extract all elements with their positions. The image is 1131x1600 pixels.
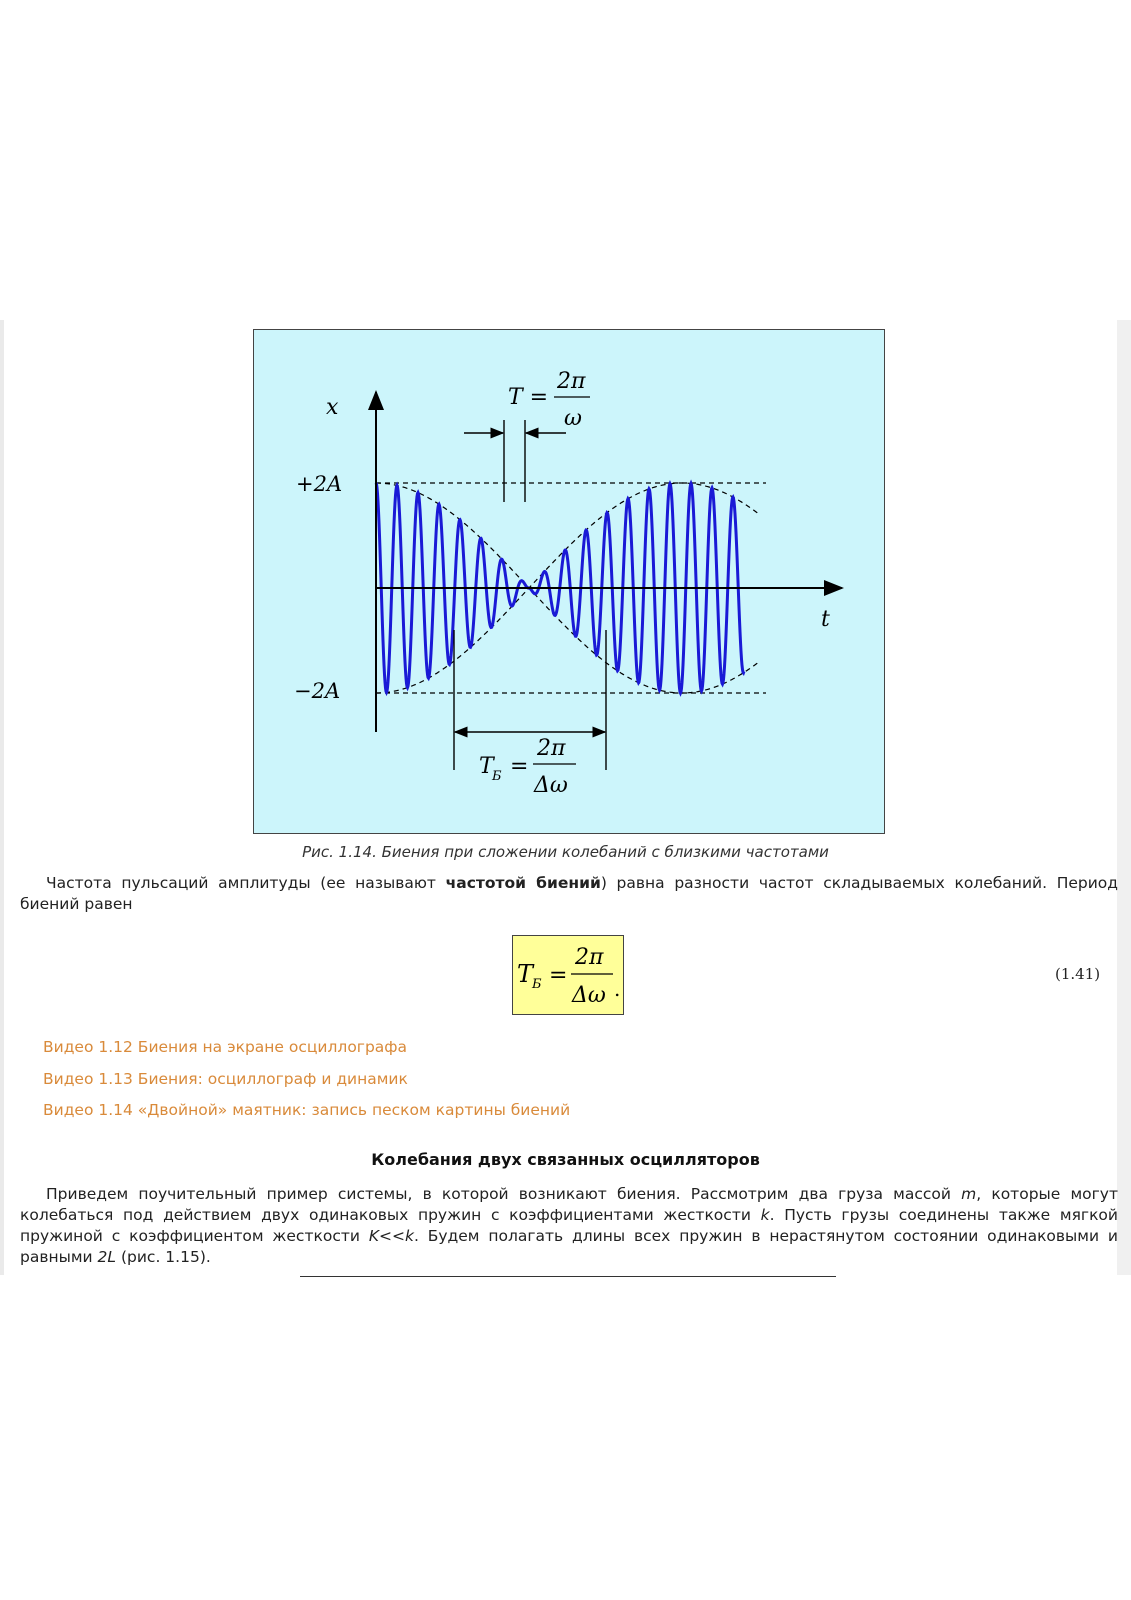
paragraph-beat-frequency <box>20 873 1118 915</box>
beat-period-formula-box <box>512 935 624 1015</box>
para1-text-after: ) равна разности частот складываемых колебаний. Период биений равен <box>20 874 1119 913</box>
para1-text-before: Частота пульсаций амплитуды (ее называют <box>46 874 446 892</box>
formula-lhs: T <box>517 960 534 988</box>
equation-number: (1.41) <box>1055 965 1101 983</box>
para1-bold-term: частотой биений <box>445 874 601 892</box>
x-axis-label: x <box>326 395 339 420</box>
beat-period-equals: = <box>510 754 529 779</box>
period-t-numerator: 2π <box>557 369 586 394</box>
period-t-denominator: ω <box>564 406 582 431</box>
figure-caption: Рис. 1.14. Биения при сложении колебаний с близкими частотами <box>302 843 829 861</box>
beat-period-formula <box>513 936 623 1014</box>
para2-stiffness-symbol: k <box>760 1206 770 1224</box>
minus-2a-label: −2A <box>294 679 341 703</box>
page-left-edge <box>0 320 4 1275</box>
beats-diagram <box>254 330 884 833</box>
para2-length-symbol: 2L <box>97 1248 117 1266</box>
beat-period-denominator: Δω <box>534 773 568 798</box>
para2-text-3: . Пусть грузы соединены также мягкой пружиной с коэффициентом жесткости <box>20 1206 1118 1245</box>
para2-mass-symbol: m <box>961 1185 977 1203</box>
para2-text-5: (рис. 1.15). <box>116 1248 211 1266</box>
section-title: Колебания двух связанных осцилляторов <box>371 1150 760 1169</box>
video-link-1-14[interactable]: Видео 1.14 «Двойной» маятник: запись песком картины биений <box>43 1101 571 1119</box>
footnote-separator <box>300 1276 836 1277</box>
formula-subscript: Б <box>532 977 542 992</box>
formula-numerator: 2π <box>575 945 604 970</box>
beat-period-numerator: 2π <box>537 736 566 761</box>
period-t-lhs: T = <box>508 385 549 410</box>
para2-soft-spring-symbol: K<<k <box>368 1227 414 1245</box>
para2-text-2: , которые могут колебаться под действием двух одинаковых пружин с коэффициентами жесткости <box>20 1185 1118 1224</box>
video-link-1-13[interactable]: Видео 1.13 Биения: осциллограф и динамик <box>43 1070 408 1088</box>
formula-equals: = <box>549 963 568 988</box>
formula-period: . <box>614 977 621 1001</box>
para2-text-4: . Будем полагать длины всех пружин в нерастянутом состоянии одинаковыми и равными <box>20 1227 1118 1266</box>
formula-denominator: Δω <box>572 983 606 1008</box>
paragraph-coupled-oscillators <box>20 1184 1118 1268</box>
plus-2a-label: +2A <box>296 472 343 496</box>
para2-text-1: Приведем поучительный пример системы, в которой возникают биения. Рассмотрим два груза массой <box>46 1185 962 1203</box>
page-right-edge <box>1117 320 1131 1275</box>
beats-figure <box>253 329 885 834</box>
t-axis-label: t <box>821 607 830 632</box>
beat-period-lhs: T <box>479 754 494 779</box>
video-link-1-12[interactable]: Видео 1.12 Биения на экране осциллографа <box>43 1038 408 1056</box>
beat-period-subscript: Б <box>492 769 502 784</box>
